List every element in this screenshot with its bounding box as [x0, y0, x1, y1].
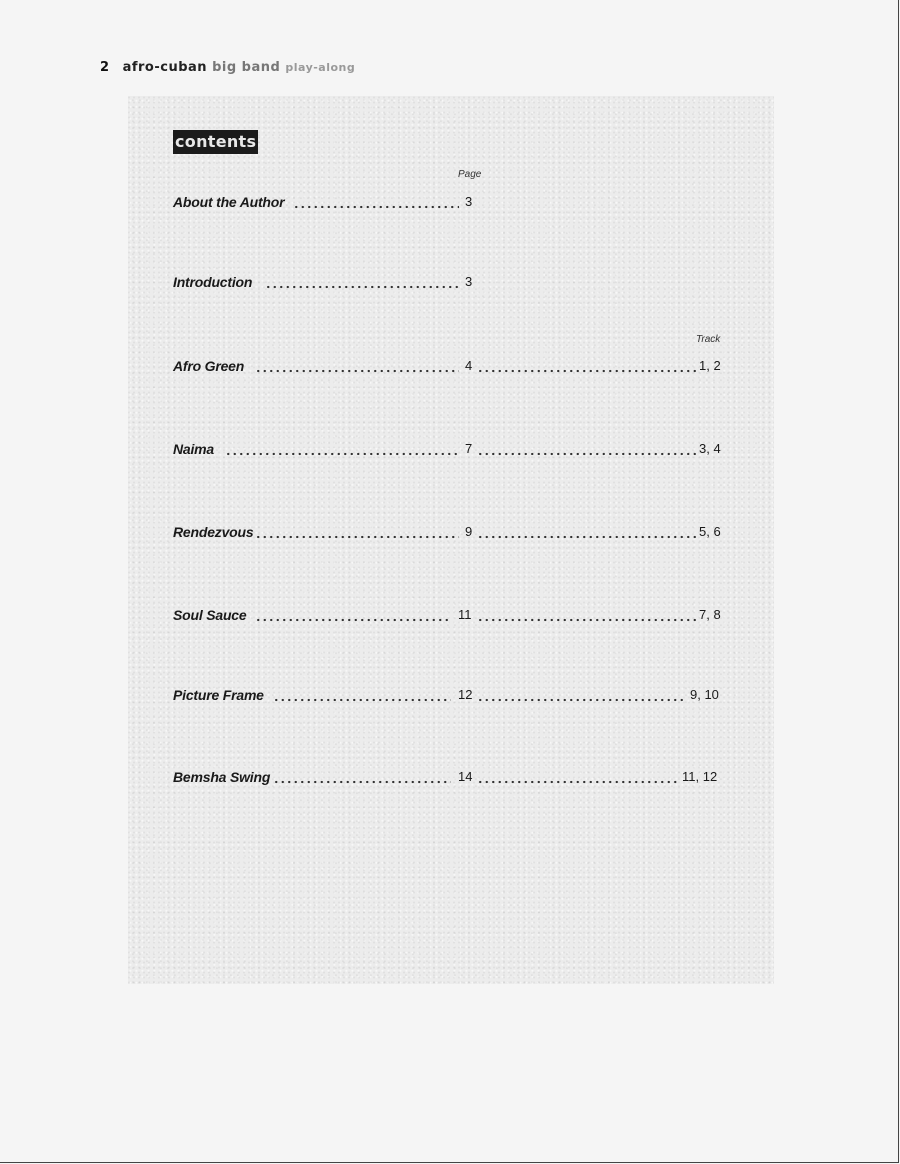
toc-entry-title: Bemsha Swing [173, 769, 271, 785]
toc-entry-tracks: 1, 2 [699, 358, 721, 373]
track-column-label: Track [696, 334, 721, 345]
toc-entry-title: Rendezvous [173, 524, 254, 540]
toc-entry-page: 3 [465, 194, 473, 209]
toc-entry-tracks: 9, 10 [690, 687, 719, 702]
toc-entry-page: 3 [465, 274, 473, 289]
toc-entry-title: Soul Sauce [173, 607, 247, 623]
toc-entry-about-the-author[interactable] [173, 192, 493, 212]
toc-entry-bemsha-swing[interactable] [173, 767, 733, 787]
running-head-title-part1: afro-cuban [122, 60, 208, 75]
toc-entry-naima[interactable] [173, 439, 733, 459]
dot-leader [225, 439, 459, 459]
toc-entry-picture-frame[interactable] [173, 685, 733, 705]
toc-entry-tracks: 5, 6 [699, 524, 721, 539]
dot-leader [477, 685, 685, 705]
dot-leader [255, 522, 459, 542]
toc-entry-tracks: 3, 4 [699, 441, 721, 456]
dot-leader [477, 356, 697, 376]
dot-leader [477, 605, 697, 625]
toc-entry-page: 14 [458, 769, 473, 784]
dot-leader [477, 767, 677, 787]
toc-entry-tracks: 11, 12 [682, 769, 718, 784]
toc-entry-page: 11 [458, 607, 472, 622]
toc-entry-tracks: 7, 8 [699, 607, 721, 622]
running-head [100, 60, 355, 75]
dot-leader [477, 439, 697, 459]
dot-leader [255, 605, 451, 625]
toc-entry-rendezvous[interactable] [173, 522, 733, 542]
dot-leader [273, 685, 451, 705]
toc-entry-page: 12 [458, 687, 473, 702]
page-column-label: Page [458, 169, 482, 180]
dot-leader [255, 356, 459, 376]
toc-entry-title: Naima [173, 441, 215, 457]
dot-leader [293, 192, 459, 212]
toc-entry-title: Introduction [173, 274, 253, 290]
toc-entry-page: 7 [465, 441, 473, 456]
toc-entry-title: Picture Frame [173, 687, 264, 703]
dot-leader [273, 767, 451, 787]
toc-entry-title: Afro Green [173, 358, 245, 374]
toc-entry-page: 4 [465, 358, 473, 373]
toc-entry-page: 9 [465, 524, 473, 539]
running-head-title-part2: big band [212, 60, 281, 75]
contents-heading: contents [173, 130, 258, 154]
toc-entry-introduction[interactable] [173, 272, 493, 292]
page-number: 2 [100, 60, 110, 75]
dot-leader [477, 522, 697, 542]
toc-entry-soul-sauce[interactable] [173, 605, 733, 625]
dot-leader [265, 272, 459, 292]
toc-entry-afro-green[interactable] [173, 356, 733, 376]
toc-entry-title: About the Author [173, 194, 285, 210]
running-head-title-part3: play-along [285, 61, 356, 74]
